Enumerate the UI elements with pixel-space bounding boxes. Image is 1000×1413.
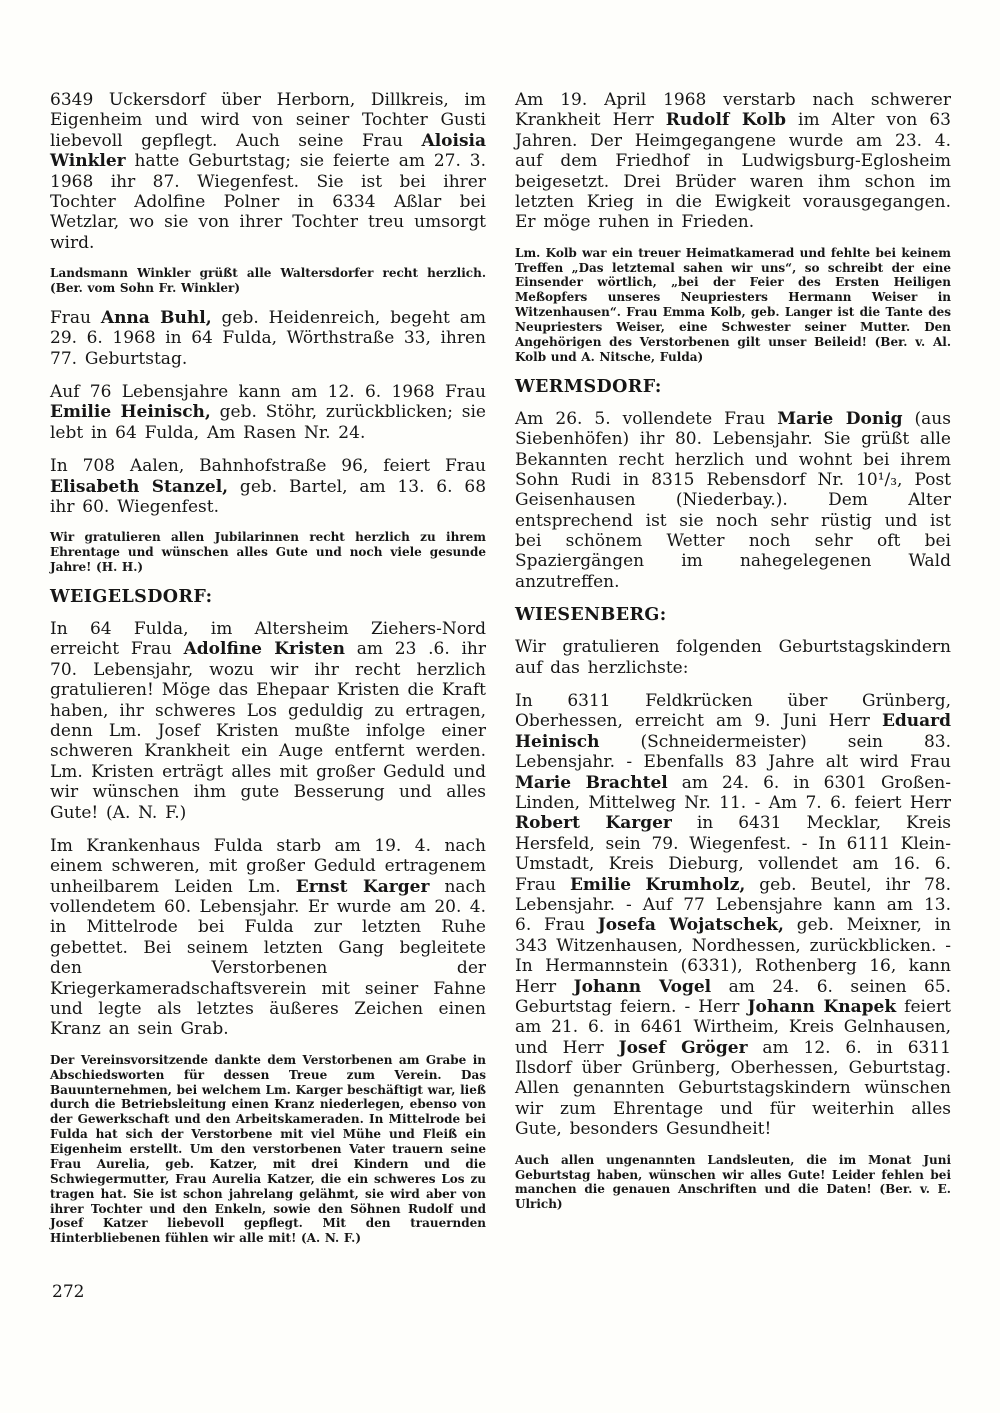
text-run: am 23 .6. ihr 70. Lebensjahr, wozu wir ihr recht herzlich gratulieren! Möge das Ehepaar Kristen die Kraft haben, ihr schweres Los geduldig zu ertragen, denn Lm. Josef Kristen mußte infolge einer schweren Krankheit ein Auge entfernt werden. Lm. Kristen erträgt alles mit großer Geduld und wir wünschen ihm gute Besserung und alles Gute! (A. N. F.)	[50, 639, 486, 823]
bold-text-run: Josef Gröger	[618, 1037, 748, 1058]
paragraph-heinisch	[50, 382, 486, 443]
bold-text-run: Robert Karger	[515, 813, 672, 834]
bold-text-run: Ernst Karger	[295, 876, 430, 897]
paragraph-karger-obituary	[50, 836, 486, 1040]
bold-text-run: Emilie Heinisch,	[50, 402, 211, 423]
text-run: WERMSDORF:	[515, 376, 662, 397]
text-run: Auch allen ungenannten Landsleuten, die im Monat Juni Geburtstag haben, wünschen wir alles Gute! Leider fehlen bei manchen die genauen Anschriften und die Daten! (Ber. v. E. Ulrich)	[515, 1152, 951, 1212]
bold-text-run: Adolfine Kristen	[183, 639, 346, 660]
text-run: Landsmann Winkler grüßt alle Waltersdorfer recht herzlich. (Ber. vom Sohn Fr. Winkler)	[50, 266, 486, 295]
text-run: Wir gratulieren allen Jubilarinnen recht herzlich zu ihrem Ehrentage und wünschen alles Gute und noch viele gesunde Jahre! (H. H.)	[50, 530, 486, 575]
column-right	[515, 90, 951, 1224]
paragraph-donig	[515, 409, 951, 593]
text-run: feiert am 21. 6. in 6461 Wirtheim, Kreis Gelnhausen, und Herr	[515, 996, 951, 1058]
column-left	[50, 90, 486, 1258]
text-run: Lm. Kolb war ein treuer Heimatkamerad und fehlte bei keinem Treffen „Das letztemal sahen wir uns“, so schreibt der eine Einsender wörtlich, „bei der Feier des Ersten Heiligen Meßopfers unseres Neupriesters Hermann Weiser in Witzenhausen“. Frau Emma Kolb, geb. Langer ist die Tante des Neupriesters Weiser, eine Schwester seiner Mutter. Den Angehörigen des Verstorbenen gilt unser Beileid! (Ber. v. Al. Kolb und A. Nitsche, Fulda)	[515, 245, 951, 364]
text-run: in 6431 Mecklar, Kreis Hersfeld, sein 79. Wiegenfest. - In 6111 Klein-Umstadt, Kreis Dieburg, vollendet am 16. 6. Frau	[515, 813, 951, 895]
note-june-birthdays	[515, 1153, 951, 1213]
paragraph-stanzel	[50, 456, 486, 517]
text-run: geb. Bartel, am 13. 6. 68 ihr 60. Wiegenfest.	[50, 476, 487, 517]
bold-text-run: Marie Brachtel	[515, 772, 668, 793]
bold-text-run: Anna Buhl,	[100, 307, 212, 328]
paragraph-winkler	[50, 90, 486, 253]
text-run: Im Krankenhaus Fulda starb am 19. 4. nach einem schweren, mit großer Geduld ertragenem unheilbarem Leiden Lm.	[50, 835, 486, 897]
bold-text-run: Eduard Heinisch	[515, 711, 951, 752]
bold-text-run: Josefa Wojatschek,	[597, 915, 784, 936]
text-run: geb. Stöhr, zurückblicken; sie lebt in 64 Fulda, Am Rasen Nr. 24.	[50, 402, 486, 443]
paragraph-birthday-intro	[515, 637, 951, 678]
text-run: Frau	[50, 307, 101, 328]
text-run: In 6311 Feldkrücken über Grünberg, Oberhessen, erreicht am 9. Juni Herr	[515, 691, 951, 732]
text-run: Auf 76 Lebensjahre kann am 12. 6. 1968 Frau	[50, 382, 486, 403]
bold-text-run: Aloisia Winkler	[50, 130, 486, 172]
bold-text-run: Marie Donig	[777, 408, 903, 429]
note-congratulations	[50, 530, 486, 575]
bold-text-run: Johann Vogel	[573, 976, 712, 997]
text-run: nach vollendetem 60. Lebensjahr. Er wurde am 20. 4. in Mittelrode bei Fulda zur letzten Ruhe gebettet. Bei seinem letzten Gang begleitete den Verstorbenen der Kriegerkameradschaftsverein mit seiner Fahne und legte als letztes äußeres Zeichen einen Kranz an sein Grab.	[50, 876, 487, 1040]
text-run: In 64 Fulda, im Altersheim Ziehers-Nord erreicht Frau	[50, 619, 486, 660]
text-run: hatte Geburtstag; sie feierte am 27. 3. 1968 ihr 87. Wiegenfest. Sie ist bei ihrer Tochter Adolfine Polner in 6334 Aßlar bei Wetzlar, wo sie von ihrer Tochter treu umsorgt wird.	[50, 151, 486, 253]
text-run: Wir gratulieren folgenden Geburtstagskindern auf das herzlichste:	[515, 637, 951, 678]
text-run: am 12. 6. in 6311 Ilsdorf über Grünberg, Oberhessen, Geburtstag. Allen genannten Geburtstagskindern wünschen wir zum Ehrentage und für weiterhin alles Gute, besonders Gesundheit!	[515, 1037, 951, 1140]
note-kolb	[515, 246, 951, 365]
text-run: am 24. 6. in 6301 Großen-Linden, Mittelweg Nr. 11. - Am 7. 6. feiert Herr	[515, 772, 951, 813]
bold-text-run: Emilie Krumholz,	[569, 874, 746, 895]
text-run: geb. Beutel, ihr 78. Lebensjahr. - Auf 77 Lebensjahre kann am 13. 6. Frau	[515, 874, 952, 936]
heading-wermsdorf	[515, 377, 951, 397]
text-run: Der Vereinsvorsitzende dankte dem Verstorbenen am Grabe in Abschiedsworten für dessen Treue zum Verein. Das Bauunternehmen, bei welchem Lm. Karger beschäftigt war, ließ durch die Betriebsleitung einen Kranz niederlegen, ebenso von der Gewerkschaft und den Arbeitskameraden. In Mittelrode bei Fulda hat sich der Verstorbene mit viel Mühe und Fleiß ein Eigenheim erstellt. Um den verstorbenen Vater trauern seine Frau Aurelia, geb. Katzer, mit drei Kindern und die Schwiegermutter, Frau Aurelia Katzer, die ein schweres Los zu tragen hat. Sie ist schon jahrelang gelähmt, sie wird aber von ihrer Tochter und den Enkeln, sowie den Söhnen Rudolf und Josef Katzer liebevoll gepflegt. Mit den trauernden Hinterbliebenen fühlen wir alle mit! (A. N. F.)	[50, 1052, 486, 1246]
bold-text-run: Elisabeth Stanzel,	[50, 476, 229, 497]
text-run: am 24. 6. seinen 65. Geburtstag feiern. - Herr	[515, 976, 951, 1017]
heading-weigelsdorf	[50, 587, 486, 607]
note-karger-funeral	[50, 1053, 486, 1246]
bold-text-run: Rudolf Kolb	[665, 110, 786, 131]
text-run: Am 26. 5. vollendete Frau	[515, 408, 778, 429]
paragraph-birthday-list	[515, 691, 951, 1140]
page-number: 272	[52, 1282, 85, 1302]
paragraph-buhl	[50, 308, 486, 369]
paragraph-kolb-obituary	[515, 90, 951, 233]
text-run: 6349 Uckersdorf über Herborn, Dillkreis, im Eigenheim und wird von seiner Tochter Gusti liebevoll gepflegt. Auch seine Frau	[50, 90, 486, 151]
text-run: geb. Meixner, in 343 Witzenhausen, Nordhessen, zurückblicken. - In Hermannstein (6331), Rothenberg 16, kann Herr	[515, 915, 951, 997]
heading-wiesenberg	[515, 605, 951, 625]
text-run: WIESENBERG:	[515, 605, 667, 626]
text-run: In 708 Aalen, Bahnhofstraße 96, feiert Frau	[50, 456, 486, 477]
text-run: (aus Siebenhöfen) ihr 80. Lebensjahr. Sie grüßt alle Bekannten recht herzlich und wohnt bei ihrem Sohn Rudi in 8315 Rebensdorf Nr. 10¹/₃, Post Geisenhausen (Niederbay.). Dem Alter entsprechend ist sie noch sehr rüstig und ist bei schönem Wetter noch sehr oft bei Spaziergängen im nahegelegenen Wald anzutreffen.	[515, 408, 951, 592]
bold-text-run: Johann Knapek	[747, 996, 897, 1017]
text-run: im Alter von 63 Jahren. Der Heimgegangene wurde am 23. 4. auf dem Friedhof in Ludwigsburg-Eglosheim beigesetzt. Drei Brüder waren ihm schon im letzten Krieg in die Ewigkeit vorausgegangen. Er möge ruhen in Frieden.	[515, 110, 951, 233]
text-run: geb. Heidenreich, begeht am 29. 6. 1968 in 64 Fulda, Wörthstraße 33, ihren 77. Geburtstag.	[50, 307, 486, 369]
text-run: Am 19. April 1968 verstarb nach schwerer Krankheit Herr	[515, 90, 951, 131]
note-winkler	[50, 266, 486, 296]
text-run: (Schneidermeister) sein 83. Lebensjahr. - Ebenfalls 83 Jahre alt wird Frau	[515, 731, 951, 773]
paragraph-kristen	[50, 619, 486, 823]
text-run: WEIGELSDORF:	[50, 587, 213, 608]
